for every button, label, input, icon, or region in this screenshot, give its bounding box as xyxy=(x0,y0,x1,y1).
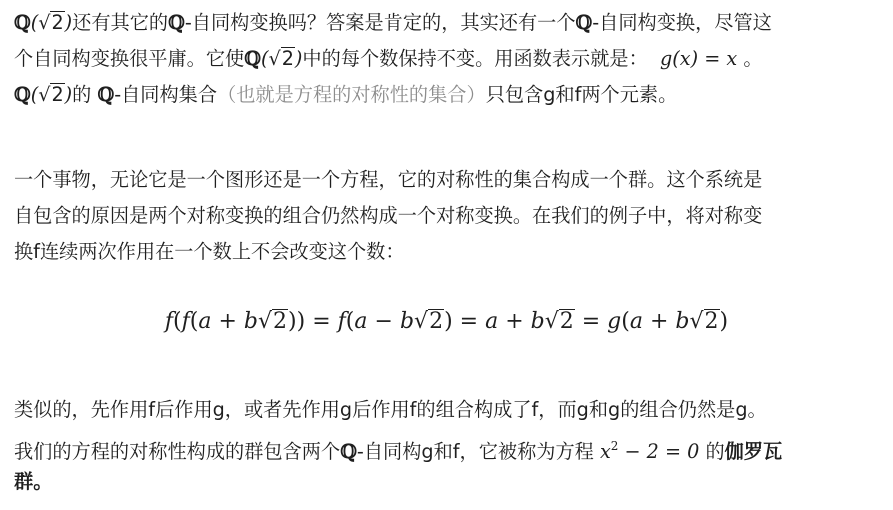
field-q: ℚ xyxy=(97,83,115,106)
galois-term-end: 群 xyxy=(14,470,34,493)
galois-term: 伽罗瓦 xyxy=(724,440,783,463)
equation-inline: $x^2 - 2 = 0$ xyxy=(599,439,700,463)
sqrt-2: √2 xyxy=(38,83,64,106)
p2-line-1: 一个事物，无论它是一个图形还是一个方程，它的对称性的集合构成一个群。这个系统是 xyxy=(14,168,763,191)
parenthetical-note: （也就是方程的对称性的集合） xyxy=(217,83,486,106)
field-q: ℚ xyxy=(340,440,357,463)
p1-line-2: 个自同构变换很平庸。它使ℚ(√2)中的每个数保持不变。用函数表示就是： g(x) = x 。 xyxy=(14,41,880,77)
p2-line-2: 自包含的原因是两个对称变换的组合仍然构成一个对称变换。在我们的例子中，将对称变 xyxy=(14,204,763,227)
p3-line-3: 群。 xyxy=(14,470,53,493)
paragraph-automorphism xyxy=(14,5,880,113)
field-q: ℚ xyxy=(14,83,31,106)
p1-line-3: ℚ(√2)的 ℚ-自同构集合（也就是方程的对称性的集合）只包含g和f两个元素。 xyxy=(14,77,880,113)
field-q: ℚ xyxy=(168,11,185,34)
paragraph-galois-group xyxy=(14,392,880,500)
p1-line-1: ℚ(√2)还有其它的ℚ-自同构变换吗？答案是肯定的，其实还有一个ℚ-自同构变换，尽管这 xyxy=(14,5,880,41)
sqrt-2: √2 xyxy=(38,11,64,34)
sqrt-2: √2 xyxy=(268,47,294,70)
field-q: ℚ xyxy=(244,47,261,70)
p3-line-1: 类似的，先作用f后作用g，或者先作用g后作用f的组合构成了f，而g和g的组合仍然是g。 xyxy=(14,398,767,421)
field-q: ℚ xyxy=(575,11,593,34)
field-q: ℚ xyxy=(14,11,31,34)
p3-line-2: 我们的方程的对称性构成的群包含两个ℚ-自同构g和f，它被称为方程 $x^2 - 2 = 0$ 的伽罗瓦 xyxy=(14,439,783,463)
identity-formula: g(x) = x xyxy=(660,47,738,70)
display-formula: f(f(a + b√2)) = f(a − b√2) = a + b√2 = g(a + b√2) xyxy=(164,309,729,334)
paragraph-group xyxy=(14,162,880,270)
p2-line-3: 换f连续两次作用在一个数上不会改变这个数： xyxy=(14,240,405,263)
